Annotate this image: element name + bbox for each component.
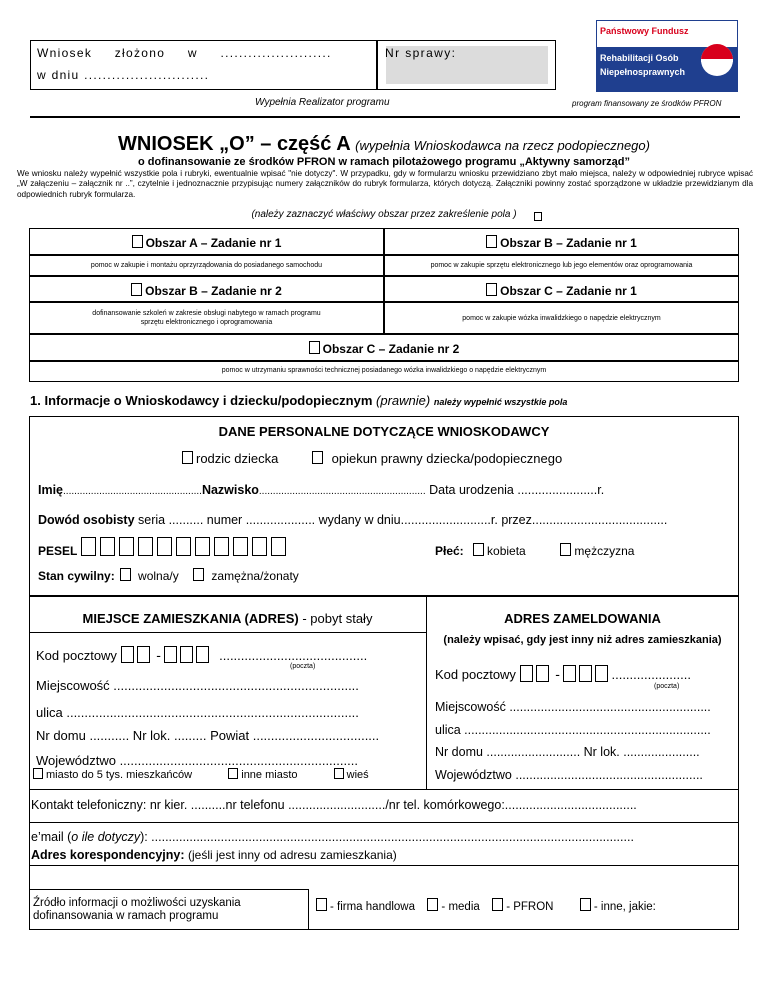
pesel-digit-box[interactable] [233, 537, 248, 556]
id-fields[interactable]: seria .......... numer .................... wydany w dniu..........................r. przez....................................... [138, 513, 668, 527]
submitted-label: Wniosek złożono w ........................ [37, 46, 332, 60]
pfron-logo [596, 20, 738, 92]
r-post-office-field[interactable]: ...................... [611, 667, 691, 682]
surname-field[interactable]: ............................................................ [258, 486, 426, 497]
sex-male-checkbox[interactable] [560, 543, 571, 556]
area-a1-title: Obszar A – Zadanie nr 1 [145, 236, 282, 250]
pesel-digit-box[interactable] [81, 537, 96, 556]
sex-female-checkbox[interactable] [473, 543, 484, 556]
area-a1-desc: pomoc w zakupie i montażu oprzyrządowania do posiadanego samochodu [29, 255, 384, 276]
name-field[interactable]: .................................................. [63, 486, 202, 497]
area-c2-desc: pomoc w utrzymaniu sprawności technicznej posiadanego wózka inwalidzkiego o napędzie elektrycznym [29, 361, 739, 382]
logo-line2: Rehabilitacji Osób [600, 53, 679, 63]
pesel-digit-box[interactable] [119, 537, 134, 556]
postal-digit-box[interactable] [180, 646, 193, 663]
area-cell-a1-title[interactable] [29, 228, 384, 255]
logo-line3: Niepełnosprawnych [600, 67, 686, 77]
civil-row: Stan cywilny: wolna/y zamężna/żonaty [38, 569, 299, 583]
post-office-field[interactable]: ......................................... [219, 648, 368, 663]
birth-date-field[interactable]: Data urodzenia .......................r. [429, 483, 605, 497]
area-c1-desc: pomoc w zakupie wózka inwalidzkiego o napędzie elektrycznym [384, 302, 739, 334]
source-options: - firma handlowa - media - PFRON - inne, jakie: [316, 898, 656, 913]
logo-line1: Państwowy Fundusz [600, 26, 689, 36]
pesel-digit-box[interactable] [252, 537, 267, 556]
sex-row: Płeć: kobieta mężczyzna [435, 544, 635, 558]
area-b2-title: Obszar B – Zadanie nr 2 [145, 284, 282, 298]
phone-field[interactable]: Kontakt telefoniczny: nr kier. ..........nr telefonu ............................/nr tel. komórkowego:...................................... [31, 798, 637, 812]
role-parent-checkbox[interactable] [182, 451, 193, 464]
case-number-label: Nr sprawy: [385, 46, 457, 60]
loc-village-checkbox[interactable] [334, 768, 344, 779]
area-b1-desc: pomoc w zakupie sprzętu elektronicznego lub jego elementów oraz oprogramowania [384, 255, 739, 276]
pesel-digit-box[interactable] [176, 537, 191, 556]
street-field[interactable]: ulica ................................................................................. [36, 705, 359, 720]
area-cell-c2-title[interactable] [29, 334, 739, 361]
address-left-title-rule [29, 632, 426, 633]
area-c2-title: Obszar C – Zadanie nr 2 [322, 342, 460, 356]
title-note: (wypełnia Wnioskodawca na rzecz podopiecznego) [355, 138, 650, 153]
registration-title: ADRES ZAMELDOWANIA [504, 611, 661, 626]
area-cell-b2-title[interactable] [29, 276, 384, 302]
personal-title: DANE PERSONALNE DOTYCZĄCE WNIOSKODAWCY [218, 424, 550, 439]
postal-code-row: Kod pocztowy - ......................................... [36, 647, 368, 663]
house-field[interactable]: Nr domu ........... Nr lok. ......... Powiat ................................... [36, 728, 380, 743]
email-row: e’mail (o ile dotyczy): ........................................................................................................................................... [31, 830, 634, 844]
r-street-field[interactable]: ulica ....................................................................... [435, 723, 711, 737]
email-field[interactable]: ): ........................................................................................................................................... [140, 830, 634, 844]
source-label: Źródło informacji o możliwości uzyskania dofinansowania w ramach programu [33, 897, 241, 922]
form-title [0, 133, 768, 156]
pesel-digit-box[interactable] [214, 537, 229, 556]
area-c1-title: Obszar C – Zadanie nr 1 [500, 284, 637, 298]
city-field[interactable]: Miejscowość .................................................................... [36, 678, 359, 693]
source-pfron-checkbox[interactable] [492, 898, 503, 911]
area-b2-checkbox[interactable] [131, 283, 142, 296]
role-guardian-checkbox[interactable] [312, 451, 323, 464]
r-postal-digit-box[interactable] [595, 665, 608, 682]
area-c2-checkbox[interactable] [309, 341, 320, 354]
mark-note-box-icon [534, 212, 542, 221]
r-province-field[interactable]: Województwo ...................................................... [435, 768, 703, 782]
instructions: We wniosku należy wypełnić wszystkie pola i rubryki, ewentualnie wpisać "nie dotyczy". W przypadku, gdy w formularzu wniosku przewidziano zbyt mało miejsca, należy w odpowiedniej rubryce wpisać „W załączeniu – załącznik nr ..”, czytelnie i jednoznacznie przypisując numery załączników do rubryk formularza, których dotyczą. Załączniki powinny zostać sporządzone w układzie przewidzianym dla odpowiednich rubryk formularza. [17, 169, 753, 199]
r-post-office-caption: (poczta) [654, 683, 680, 690]
r-postal-code-row: Kod pocztowy - ...................... [435, 666, 691, 682]
source-media-checkbox[interactable] [427, 898, 438, 911]
r-city-field[interactable]: Miejscowość .......................................................... [435, 700, 711, 714]
logo-emblem-icon [699, 42, 735, 78]
form-subtitle: o dofinansowanie ze środków PFRON w ramach pilotażowego programu „Aktywny samorząd” [137, 156, 631, 168]
r-postal-digit-box[interactable] [563, 665, 576, 682]
role-options: rodzic dziecka opiekun prawny dziecka/podopiecznego [182, 451, 562, 466]
loc-small-town-checkbox[interactable] [33, 768, 43, 779]
case-number-field[interactable] [386, 62, 548, 84]
area-a1-checkbox[interactable] [132, 235, 143, 248]
pesel-digit-box[interactable] [195, 537, 210, 556]
area-cell-b1-title[interactable] [384, 228, 739, 255]
pesel-boxes[interactable] [81, 542, 290, 556]
pesel-digit-box[interactable] [138, 537, 153, 556]
area-b1-checkbox[interactable] [486, 235, 497, 248]
post-office-caption: (poczta) [290, 663, 316, 670]
id-line: Dowód osobisty seria .......... numer .................... wydany w dniu..........................r. przez....................................... [38, 513, 668, 527]
civil-single-checkbox[interactable] [120, 568, 131, 581]
postal-digit-box[interactable] [121, 646, 134, 663]
pesel-digit-box[interactable] [157, 537, 172, 556]
area-cell-c1-title[interactable] [384, 276, 739, 302]
corr-address-field[interactable] [29, 865, 739, 890]
source-company-checkbox[interactable] [316, 898, 327, 911]
corr-address-row: Adres korespondencyjny: (jeśli jest inny od adresu zamieszkania) [31, 848, 397, 862]
area-b1-title: Obszar B – Zadanie nr 1 [500, 236, 637, 250]
civil-married-checkbox[interactable] [193, 568, 204, 581]
mark-note: (należy zaznaczyć właściwy obszar przez zakreślenie pola ) [251, 209, 517, 220]
postal-digit-box[interactable] [137, 646, 150, 663]
area-b2-desc: dofinansowanie szkoleń w zakresie obsługi nabytego w ramach programu sprzętu elektronicznego i oprogramowania [29, 302, 384, 334]
r-postal-digit-box[interactable] [536, 665, 549, 682]
r-postal-digit-box[interactable] [579, 665, 592, 682]
pesel-digit-box[interactable] [100, 537, 115, 556]
financed-note: program finansowany ze środków PFRON [572, 99, 722, 108]
pesel-row: PESEL [38, 537, 290, 558]
postal-digit-box[interactable] [164, 646, 177, 663]
r-house-field[interactable]: Nr domu ........................... Nr lok. ...................... [435, 745, 700, 759]
locality-type-row: miasto do 5 tys. mieszkańców inne miasto wieś [33, 768, 369, 781]
section1-heading: 1. Informacje o Wnioskodawcy i dziecku/podopiecznym (prawnie) należy wypełnić wszystkie pola [30, 393, 568, 408]
header-rule [30, 116, 740, 118]
source-other-checkbox[interactable] [580, 898, 591, 911]
day-label: w dniu ........................... [37, 68, 210, 82]
title-main: WNIOSEK „O” – część A [118, 133, 351, 155]
filled-by-note: Wypełnia Realizator programu [255, 97, 390, 108]
phone-rule [29, 822, 739, 823]
pesel-digit-box[interactable] [271, 537, 286, 556]
postal-digit-box[interactable] [196, 646, 209, 663]
loc-other-city-checkbox[interactable] [228, 768, 238, 779]
province-field[interactable]: Województwo .................................................................. [36, 753, 358, 768]
area-c1-checkbox[interactable] [486, 283, 497, 296]
name-line: Imię..................................................Nazwisko............................................................ Data urodzenia .......................r. [38, 483, 605, 497]
residence-title: MIEJSCE ZAMIESZKANIA (ADRES) - pobyt stały [82, 611, 373, 626]
registration-note: (należy wpisać, gdy jest inny niż adres zamieszkania) [443, 634, 722, 646]
r-postal-digit-box[interactable] [520, 665, 533, 682]
